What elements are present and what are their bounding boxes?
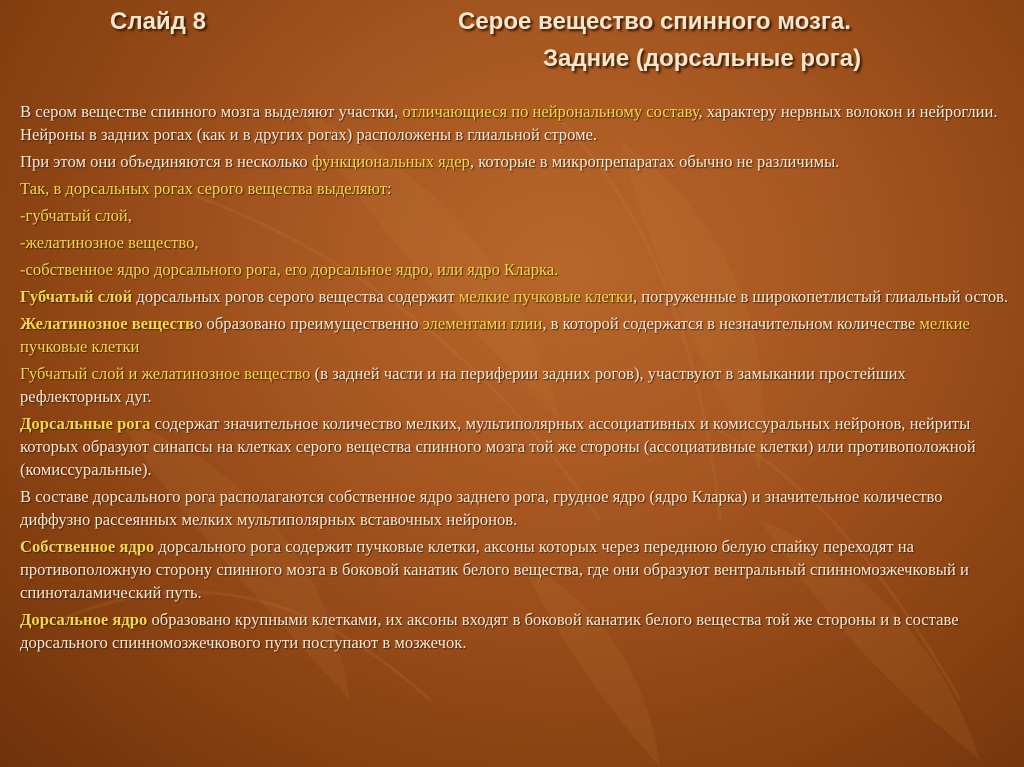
body-paragraph <box>20 150 1010 173</box>
body-paragraph <box>20 285 1010 308</box>
body-paragraph <box>20 608 1010 654</box>
highlighted-term: Дорсальное ядро <box>20 610 148 629</box>
paragraph-text: При этом они объединяются в несколько <box>20 152 312 171</box>
paragraph-text: , характеру нервных волокон и нейроглии. Нейроны в задних рогах (как и в других рогах) расположены в глиальной строме. <box>20 102 998 144</box>
paragraph-text: , погруженные в широкопетлистый глиальный остов. <box>632 287 1009 306</box>
paragraph-text: дорсального рога содержит пучковые клетки, аксоны которых через переднюю белую спайку переходят на противоположную сторону спинного мозга в боковой канатик белого вещества, где они образуют вентральный спинномозжечковый и спиноталамический путь. <box>20 537 969 602</box>
highlighted-text: мелкие пучковые клетки <box>20 314 970 356</box>
highlighted-text: -губчатый слой, <box>20 206 132 225</box>
highlighted-term: Губчатый слой <box>20 287 133 306</box>
paragraph-text: В сером веществе спинного мозга выделяют участки, <box>20 102 403 121</box>
body-paragraph <box>20 100 1010 146</box>
highlighted-term: Желатинозное веществ <box>20 314 195 333</box>
highlighted-text: функциональных ядер <box>311 152 470 171</box>
highlighted-term: Дорсальные рога <box>20 414 151 433</box>
slide-title-line-2: Задние (дорсальные рога) <box>543 45 862 72</box>
body-paragraph <box>20 231 1010 254</box>
paragraph-text: , которые в микропрепаратах обычно не различимы. <box>469 152 840 171</box>
highlighted-text: -собственное ядро дорсального рога, его дорсальное ядро, или ядро Кларка. <box>20 260 559 279</box>
paragraph-text: дорсальных рогов серого вещества содержит <box>132 287 459 306</box>
body-paragraph <box>20 412 1010 481</box>
paragraph-text: о образовано преимущественно <box>194 314 423 333</box>
body-paragraph <box>20 258 1010 281</box>
paragraph-text: содержат значительное количество мелких, мультиполярных ассоциативных и комиссуральных нейронов, нейриты которых образуют синапсы на клетках серого вещества спинного мозга той же стороны (ассоциативные клетки) или противоположной (комиссуральные). <box>20 414 976 479</box>
body-paragraph <box>20 177 1010 200</box>
body-paragraph <box>20 535 1010 604</box>
body-paragraph <box>20 362 1010 408</box>
slide-number: Слайд 8 <box>110 8 206 35</box>
body-paragraph <box>20 485 1010 531</box>
highlighted-text: отличающиеся по нейрональному составу <box>402 102 699 121</box>
paragraph-text: (в задней части и на периферии задних рогов), участвуют в замыкании простейших рефлекторных дуг. <box>20 364 906 406</box>
highlighted-text: -желатинозное вещество, <box>20 233 199 252</box>
paragraph-text: , в которой содержатся в незначительном количестве <box>542 314 920 333</box>
highlighted-text: мелкие пучковые клетки <box>458 287 633 306</box>
slide-title-line-1: Серое вещество спинного мозга. <box>458 8 851 35</box>
highlighted-text: Губчатый слой и желатинозное вещество <box>20 364 311 383</box>
body-paragraph <box>20 312 1010 358</box>
highlighted-text: элементами глии <box>422 314 543 333</box>
slide-body <box>20 100 1010 658</box>
highlighted-term: Собственное ядро <box>20 537 155 556</box>
body-paragraph <box>20 204 1010 227</box>
paragraph-text: образовано крупными клетками, их аксоны входят в боковой канатик белого вещества той же стороны и в составе дорсального спинномозжечкового пути поступают в мозжечок. <box>20 610 959 652</box>
paragraph-text: В составе дорсального рога располагаются собственное ядро заднего рога, грудное ядро (ядро Кларка) и значительное количество диффузно рассеянных мелких мультиполярных вставочных нейронов. <box>20 487 943 529</box>
slide-header <box>0 0 1024 96</box>
highlighted-text: Так, в дорсальных рогах серого вещества выделяют: <box>20 179 392 198</box>
